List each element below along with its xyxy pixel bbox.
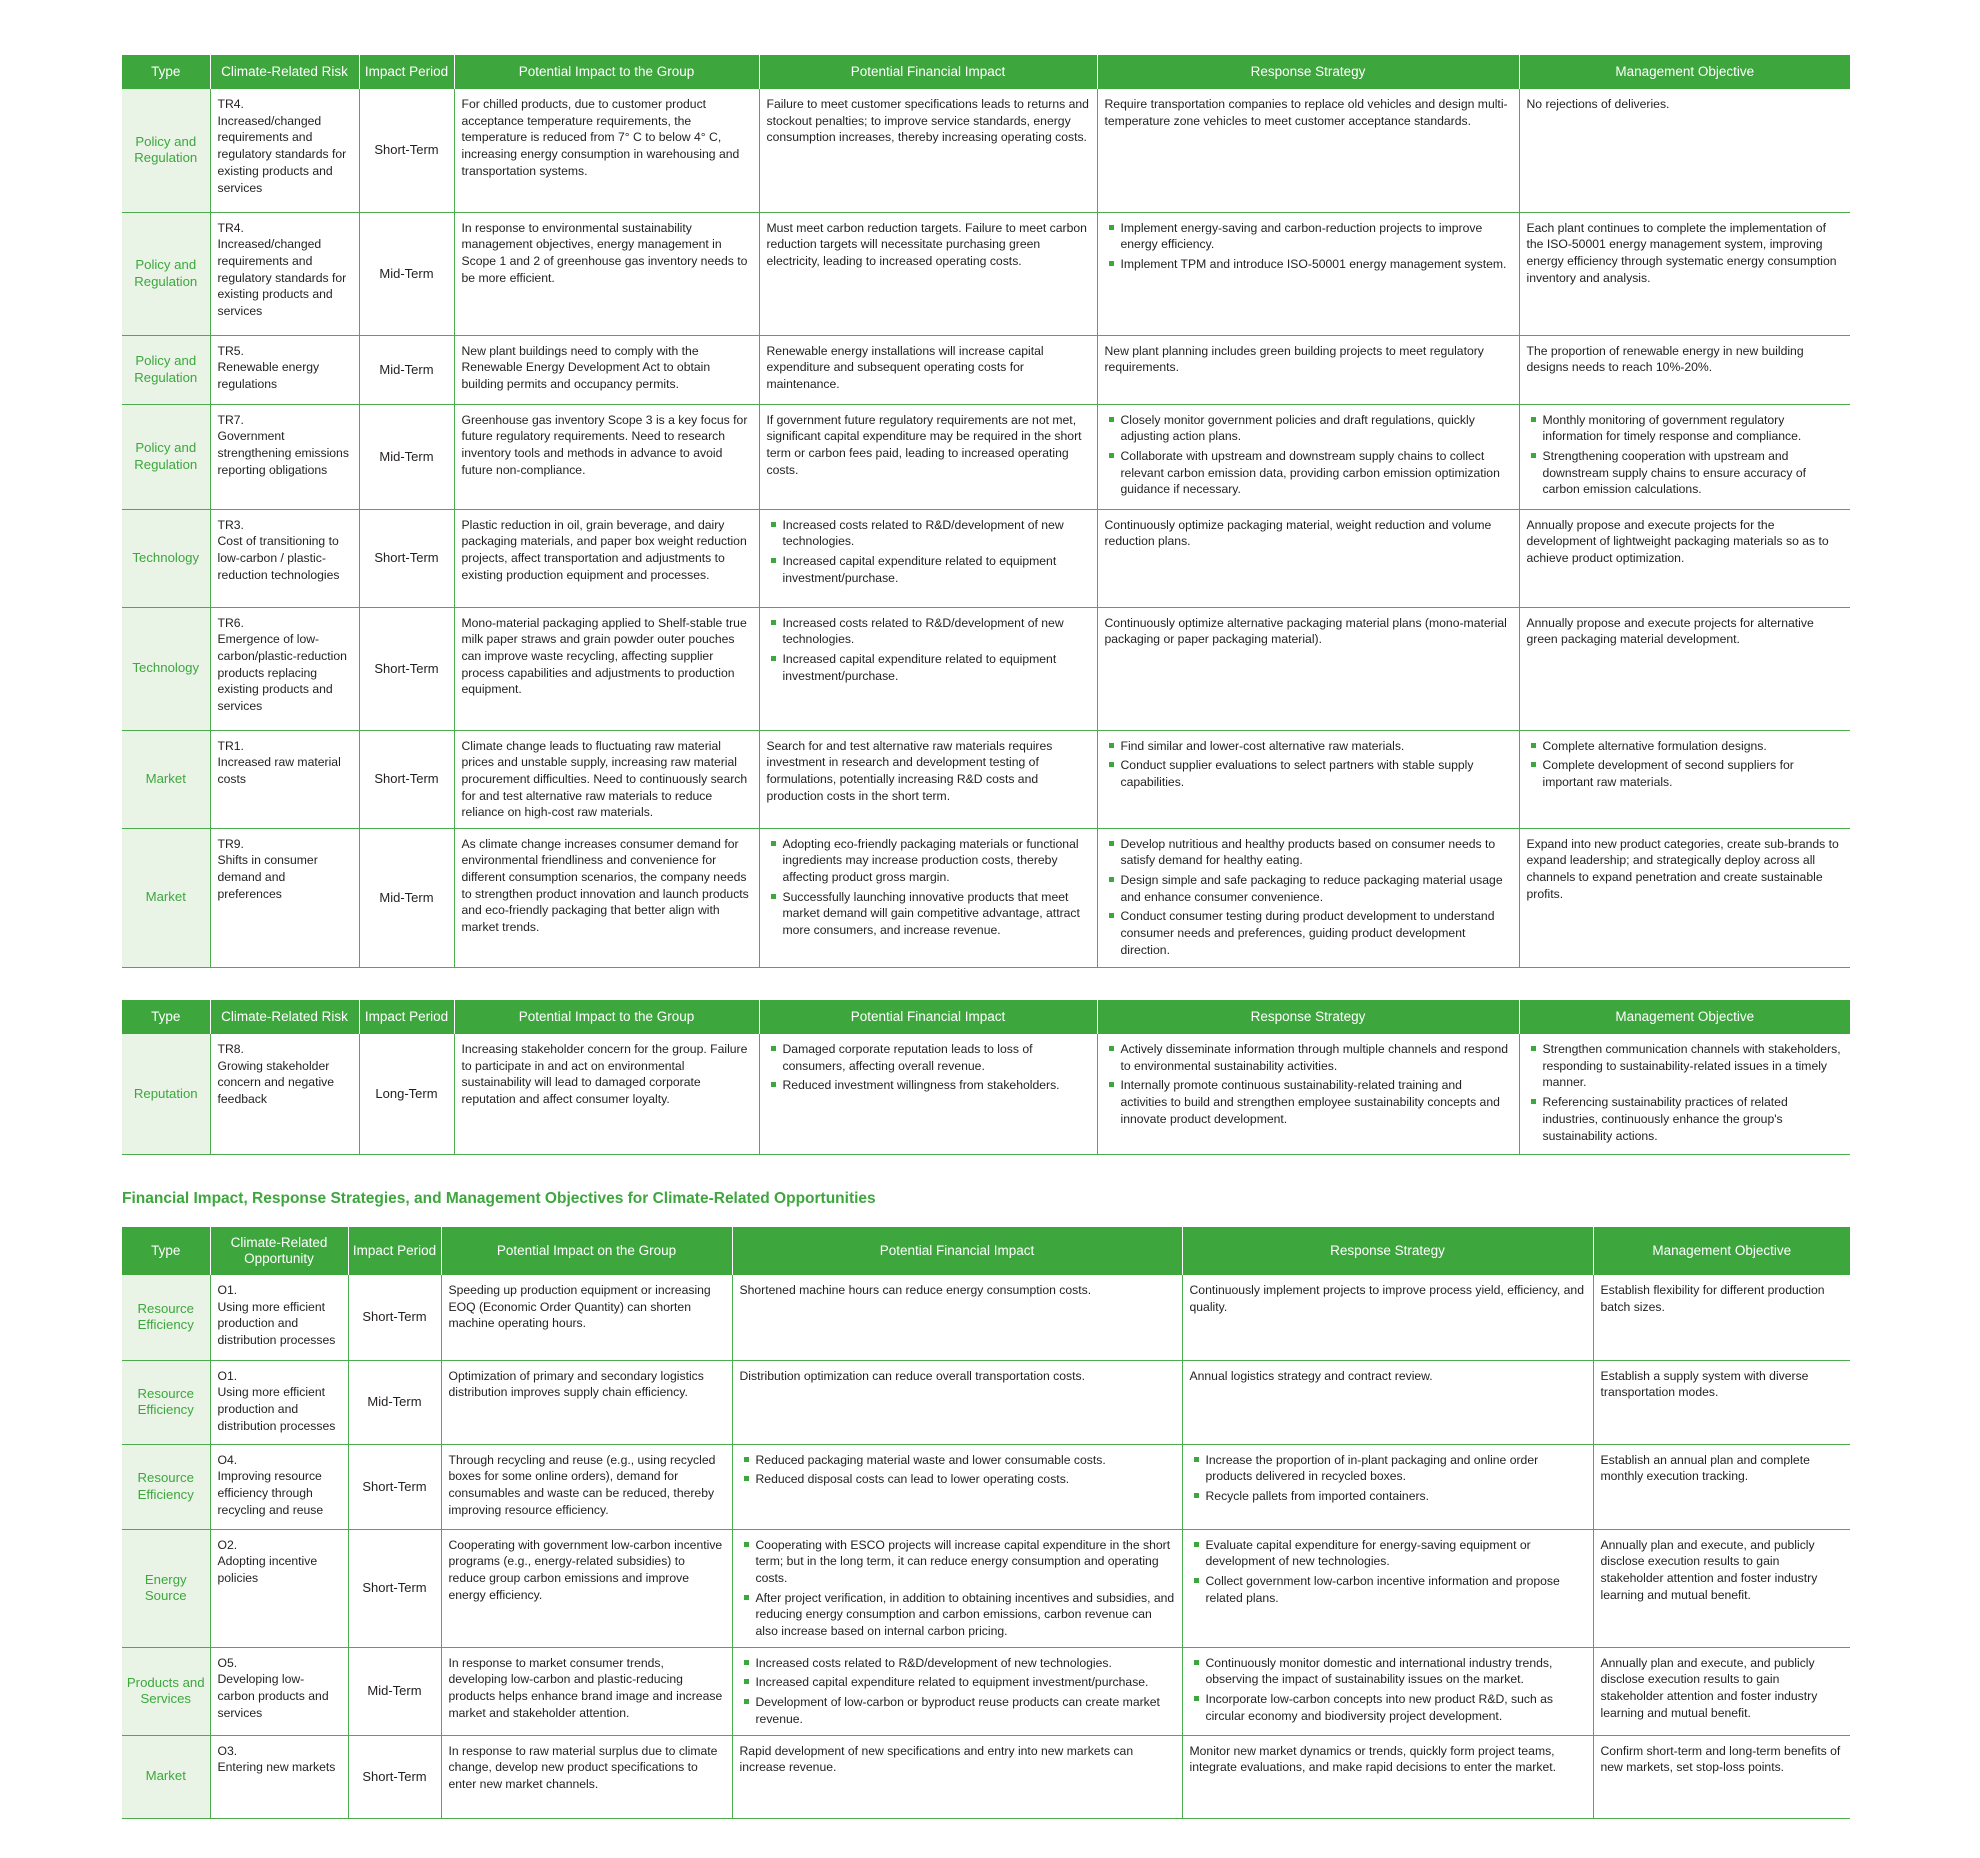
risk-cell <box>210 1034 359 1154</box>
table-row <box>122 89 1850 212</box>
bullet-item: Recycle pallets from imported containers. <box>1190 1488 1586 1505</box>
table-row <box>122 1735 1850 1818</box>
financial-cell-list <box>740 1452 1175 1488</box>
impact-cell: Greenhouse gas inventory Scope 3 is a key focus for future regulatory requirements. Need to research inventory tools and methods in advance to avoid future non-compliance. <box>454 404 759 509</box>
type-cell: Policy and Regulation <box>122 335 210 404</box>
reputation-header-row <box>122 1000 1850 1034</box>
impact-cell: Cooperating with government low-carbon incentive programs (e.g., energy-related subsidies) to reduce group carbon emissions and improve energy efficiency. <box>441 1529 732 1647</box>
risk-code: O1. <box>217 1368 238 1383</box>
header-financial: Potential Financial Impact <box>732 1227 1182 1275</box>
bullet-item: Internally promote continuous sustainability-related training and activities to build and strengthen employee sustainability concepts and innovate product development. <box>1105 1077 1512 1127</box>
bullet-item: Cooperating with ESCO projects will increase capital expenditure in the short term; but in the long term, it can reduce energy consumption and operating costs. <box>740 1537 1175 1587</box>
financial-cell-text: Shortened machine hours can reduce energy consumption costs. <box>739 1283 1092 1297</box>
strategy-cell-text: Monitor new market dynamics or trends, quickly form project teams, integrate evaluations, and make rapid decisions to enter the market. <box>1189 1743 1557 1775</box>
strategy-cell-text: Continuously optimize packaging material, weight reduction and volume reduction plans. <box>1104 517 1492 549</box>
bullet-item: Develop nutritious and healthy products based on consumer needs to satisfy demand for healthy eating. <box>1105 836 1512 869</box>
financial-cell-text: Failure to meet customer specifications leads to returns and stockout penalties; to improve service standards, energy consumption increases, thereby increasing operating costs. <box>766 97 1089 145</box>
period-cell: Short-Term <box>359 89 454 212</box>
table-row <box>122 1647 1850 1735</box>
opportunities-body <box>122 1275 1850 1818</box>
strategy-cell <box>1182 1444 1593 1529</box>
impact-cell: In response to environmental sustainability management objectives, energy management in Scope 1 and 2 of greenhouse gas inventory needs to be more efficient. <box>454 212 759 335</box>
bullet-item: Collect government low-carbon incentive information and propose related plans. <box>1190 1573 1586 1606</box>
strategy-cell-list <box>1105 412 1512 499</box>
objective-cell <box>1593 1360 1850 1444</box>
table-row <box>122 828 1850 967</box>
header-strategy: Response Strategy <box>1182 1227 1593 1275</box>
objective-cell-text: Expand into new product categories, create sub-brands to expand leadership; and strategically deploy across all channels to expand penetration and create sustainable profits. <box>1526 836 1839 901</box>
strategy-cell-list <box>1105 220 1512 273</box>
risk-name: Emergence of low-carbon/plastic-reduction products replacing existing products and services <box>217 632 347 714</box>
impact-cell: Through recycling and reuse (e.g., using recycled boxes for some online orders), demand for consumables and waste can be reduced, thereby improving resource efficiency. <box>441 1444 732 1529</box>
risk-name: Government strengthening emissions reporting obligations <box>217 429 349 477</box>
financial-cell-list <box>740 1537 1175 1640</box>
header-period: Impact Period <box>348 1227 441 1275</box>
risk-cell <box>210 828 359 967</box>
type-cell: Market <box>122 730 210 828</box>
objective-cell-text: Each plant continues to complete the implementation of the ISO-50001 energy management system, improving energy efficiency through systematic energy consumption inventory and analysis. <box>1526 220 1837 285</box>
objective-cell <box>1519 335 1850 404</box>
header-financial: Potential Financial Impact <box>759 55 1097 89</box>
strategy-cell-list <box>1105 836 1512 959</box>
objective-cell <box>1593 1529 1850 1647</box>
type-cell: Market <box>122 828 210 967</box>
risk-name: Entering new markets <box>217 1760 336 1775</box>
strategy-cell-text: New plant planning includes green building projects to meet regulatory requirements. <box>1104 343 1484 375</box>
strategy-cell-list <box>1105 1041 1512 1128</box>
financial-cell-list <box>767 615 1090 685</box>
period-cell: Mid-Term <box>348 1647 441 1735</box>
objective-cell-text: The proportion of renewable energy in new building designs needs to reach 10%-20%. <box>1526 343 1804 375</box>
objective-cell-text: Establish an annual plan and complete monthly execution tracking. <box>1600 1452 1810 1484</box>
bullet-item: Collaborate with upstream and downstream supply chains to collect relevant carbon emission data, providing carbon emission optimization guidance if necessary. <box>1105 448 1512 498</box>
impact-cell: Optimization of primary and secondary logistics distribution improves supply chain efficiency. <box>441 1360 732 1444</box>
impact-cell: As climate change increases consumer demand for environmental friendliness and convenience for different consumption scenarios, the company needs to strengthen product innovation and launch products and eco-friendly packaging that better align with market trends. <box>454 828 759 967</box>
risk-cell <box>210 404 359 509</box>
financial-cell-list <box>767 517 1090 587</box>
type-cell: Products and Services <box>122 1647 210 1735</box>
financial-cell-list <box>767 1041 1090 1094</box>
risk-code: TR8. <box>217 1042 244 1056</box>
risk-name: Increased/changed requirements and regulatory standards for existing products and services <box>217 113 347 195</box>
objective-cell <box>1519 509 1850 607</box>
risk-cell <box>210 1275 348 1360</box>
strategy-cell-text: Require transportation companies to replace old vehicles and design multi-temperature zone vehicles to meet customer acceptance standards. <box>1104 97 1508 128</box>
table-row <box>122 607 1850 730</box>
header-period: Impact Period <box>359 1000 454 1034</box>
risk-name: Developing low-carbon products and services <box>217 1672 329 1720</box>
strategy-cell-text: Annual logistics strategy and contract review. <box>1189 1368 1433 1383</box>
table-row <box>122 730 1850 828</box>
risk-cell <box>210 607 359 730</box>
bullet-item: Closely monitor government policies and draft regulations, quickly adjusting action plans. <box>1105 412 1512 445</box>
bullet-item: Strengthening cooperation with upstream and downstream supply chains to ensure accuracy of carbon emission calculations. <box>1527 448 1844 498</box>
type-cell: Policy and Regulation <box>122 404 210 509</box>
header-impact: Potential Impact to the Group <box>454 1000 759 1034</box>
opportunities-section-title: Financial Impact, Response Strategies, and Management Objectives for Climate-Related Opportunities <box>122 1190 876 1207</box>
period-cell: Mid-Term <box>359 335 454 404</box>
risk-code: O4. <box>217 1452 238 1467</box>
financial-cell <box>759 404 1097 509</box>
table-row <box>122 509 1850 607</box>
objective-cell-text: Establish flexibility for different production batch sizes. <box>1600 1283 1825 1314</box>
period-cell: Short-Term <box>348 1275 441 1360</box>
period-cell: Short-Term <box>359 509 454 607</box>
bullet-item: After project verification, in addition to obtaining incentives and subsidies, and reducing energy consumption and carbon emissions, carbon revenue can also increase based on internal carbon pricing. <box>740 1590 1175 1640</box>
financial-cell <box>759 509 1097 607</box>
financial-cell <box>732 1275 1182 1360</box>
risk-code: TR6. <box>217 615 244 630</box>
header-strategy: Response Strategy <box>1097 55 1519 89</box>
bullet-item: Damaged corporate reputation leads to loss of consumers, affecting overall revenue. <box>767 1041 1090 1074</box>
impact-cell: Mono-material packaging applied to Shelf-stable true milk paper straws and grain powder outer pouches can improve waste recycling, affecting supplier process capabilities and adjustments to production equipment. <box>454 607 759 730</box>
bullet-item: Increased capital expenditure related to equipment investment/purchase. <box>767 651 1090 684</box>
objective-cell-text: No rejections of deliveries. <box>1526 97 1670 111</box>
header-objective: Management Objective <box>1593 1227 1850 1275</box>
objective-cell <box>1593 1275 1850 1360</box>
strategy-cell <box>1097 89 1519 212</box>
header-objective: Management Objective <box>1519 55 1850 89</box>
risk-cell <box>210 1444 348 1529</box>
bullet-item: Reduced disposal costs can lead to lower operating costs. <box>740 1471 1175 1488</box>
risk-code: TR3. <box>217 517 244 532</box>
strategy-cell-text: Continuously optimize alternative packaging material plans (mono-material packaging or paper packaging material). <box>1104 615 1507 647</box>
risk-code: TR9. <box>217 836 244 851</box>
header-impact: Potential Impact to the Group <box>454 55 759 89</box>
strategy-cell <box>1097 404 1519 509</box>
period-cell: Mid-Term <box>359 212 454 335</box>
table-row <box>122 404 1850 509</box>
impact-cell: For chilled products, due to customer product acceptance temperature requirements, the temperature is reduced from 7° C to below 4° C, increasing energy consumption in warehousing and transportation systems. <box>454 89 759 212</box>
financial-cell-list <box>767 836 1090 939</box>
risk-name: Improving resource efficiency through recycling and reuse <box>217 1469 324 1517</box>
risk-code: O5. <box>217 1655 238 1670</box>
bullet-item: Adopting eco-friendly packaging materials or functional ingredients may increase production costs, thereby affecting product gross margin. <box>767 836 1090 886</box>
header-type: Type <box>122 1000 210 1034</box>
strategy-cell <box>1097 1034 1519 1154</box>
risk-code: O1. <box>217 1283 238 1297</box>
objective-cell-text: Annually plan and execute, and publicly disclose execution results to gain stakeholder attention and foster industry learning and mutual benefit. <box>1600 1655 1818 1720</box>
header-objective: Management Objective <box>1519 1000 1850 1034</box>
objective-cell <box>1593 1647 1850 1735</box>
reputation-body <box>122 1034 1850 1154</box>
risk-code: TR1. <box>217 738 244 753</box>
bullet-item: Reduced investment willingness from stakeholders. <box>767 1077 1090 1094</box>
strategy-cell-list <box>1190 1537 1586 1607</box>
financial-cell <box>732 1529 1182 1647</box>
impact-cell: In response to market consumer trends, developing low-carbon and plastic-reducing products helps enhance brand image and increase market and stakeholder attention. <box>441 1647 732 1735</box>
header-type: Type <box>122 1227 210 1275</box>
financial-cell <box>732 1444 1182 1529</box>
bullet-item: Development of low-carbon or byproduct reuse products can create market revenue. <box>740 1694 1175 1727</box>
type-cell: Resource Efficiency <box>122 1275 210 1360</box>
strategy-cell <box>1097 509 1519 607</box>
table-row <box>122 1444 1850 1529</box>
objective-cell-list <box>1527 412 1844 499</box>
opportunities-table <box>122 1227 1850 1819</box>
risk-name: Using more efficient production and distribution processes <box>217 1299 336 1348</box>
financial-cell <box>759 89 1097 212</box>
risk-code: TR4. <box>217 97 244 111</box>
bullet-item: Increase the proportion of in-plant packaging and online order products delivered in recycled boxes. <box>1190 1452 1586 1485</box>
risk-name: Cost of transitioning to low-carbon / plastic-reduction technologies <box>217 534 340 582</box>
type-cell: Resource Efficiency <box>122 1444 210 1529</box>
objective-cell-text: Confirm short-term and long-term benefits of new markets, set stop-loss points. <box>1600 1743 1841 1775</box>
risk-cell <box>210 730 359 828</box>
period-cell: Mid-Term <box>359 828 454 967</box>
header-strategy: Response Strategy <box>1097 1000 1519 1034</box>
impact-cell: In response to raw material surplus due to climate change, develop new product specifications to enter new market channels. <box>441 1735 732 1818</box>
strategy-cell <box>1097 335 1519 404</box>
objective-cell-text: Annually plan and execute, and publicly disclose execution results to gain stakeholder attention and foster industry learning and mutual benefit. <box>1600 1537 1818 1602</box>
impact-cell: Climate change leads to fluctuating raw material prices and unstable supply, increasing raw material procurement difficulties. Need to continuously search for and test alternative raw materials to reduce reliance on high-cost raw materials. <box>454 730 759 828</box>
financial-cell <box>759 335 1097 404</box>
objective-cell <box>1519 404 1850 509</box>
financial-cell <box>759 607 1097 730</box>
strategy-cell-list <box>1190 1452 1586 1505</box>
objective-cell <box>1593 1735 1850 1818</box>
period-cell: Mid-Term <box>359 404 454 509</box>
risk-name: Increased raw material costs <box>217 755 341 786</box>
risks-table <box>122 55 1850 968</box>
type-cell: Reputation <box>122 1034 210 1154</box>
strategy-cell <box>1182 1529 1593 1647</box>
financial-cell-text: Distribution optimization can reduce overall transportation costs. <box>739 1368 1085 1383</box>
reputation-table <box>122 1000 1850 1155</box>
objective-cell <box>1519 212 1850 335</box>
strategy-cell <box>1182 1275 1593 1360</box>
header-type: Type <box>122 55 210 89</box>
strategy-cell <box>1097 730 1519 828</box>
period-cell: Short-Term <box>348 1529 441 1647</box>
risk-name: Shifts in consumer demand and preferences <box>217 853 318 901</box>
table-row <box>122 1034 1850 1154</box>
impact-cell: New plant buildings need to comply with the Renewable Energy Development Act to obtain building permits and occupancy permits. <box>454 335 759 404</box>
bullet-item: Increased costs related to R&D/development of new technologies. <box>740 1655 1175 1672</box>
bullet-item: Implement energy-saving and carbon-reduction projects to improve energy efficiency. <box>1105 220 1512 253</box>
period-cell: Short-Term <box>359 730 454 828</box>
header-risk: Climate-Related Risk <box>210 1000 359 1034</box>
bullet-item: Implement TPM and introduce ISO-50001 energy management system. <box>1105 256 1512 273</box>
financial-cell <box>759 1034 1097 1154</box>
financial-cell-text: Must meet carbon reduction targets. Failure to meet carbon reduction targets will necessitate purchasing green electricity, leading to increased operating costs. <box>766 220 1087 268</box>
header-period: Impact Period <box>359 55 454 89</box>
risk-name: Using more efficient production and distribution processes <box>217 1385 336 1433</box>
financial-cell <box>732 1647 1182 1735</box>
financial-cell-text: Renewable energy installations will increase capital expenditure and subsequent operating costs for maintenance. <box>766 343 1044 391</box>
bullet-item: Reduced packaging material waste and lower consumable costs. <box>740 1452 1175 1469</box>
financial-cell-text: Rapid development of new specifications and entry into new markets can increase revenue. <box>739 1743 1134 1775</box>
period-cell: Short-Term <box>348 1444 441 1529</box>
risk-cell <box>210 1360 348 1444</box>
table-row <box>122 1275 1850 1360</box>
objective-cell-text: Establish a supply system with diverse transportation modes. <box>1600 1368 1809 1400</box>
risk-code: TR5. <box>217 343 244 358</box>
risk-code: O3. <box>217 1743 238 1758</box>
strategy-cell-text: Continuously implement projects to improve process yield, efficiency, and quality. <box>1189 1283 1584 1314</box>
objective-cell-text: Annually propose and execute projects for the development of lightweight packaging materials so as to achieve product optimization. <box>1526 517 1829 565</box>
opportunities-header-row <box>122 1227 1850 1275</box>
header-opportunity: Climate-Related Opportunity <box>210 1227 348 1275</box>
risk-name: Growing stakeholder concern and negative feedback <box>217 1058 335 1107</box>
financial-cell-text: Search for and test alternative raw materials requires investment in research and development testing of formulations, potentially increasing R&D costs and production costs in the short term. <box>766 738 1053 803</box>
type-cell: Market <box>122 1735 210 1818</box>
bullet-item: Successfully launching innovative products that meet market demand will gain competitive advantage, attract more consumers, and increase revenue. <box>767 889 1090 939</box>
risk-cell <box>210 89 359 212</box>
financial-cell <box>759 212 1097 335</box>
risks-header-row <box>122 55 1850 89</box>
financial-cell <box>759 730 1097 828</box>
bullet-item: Referencing sustainability practices of related industries, continuously enhance the group's sustainability actions. <box>1527 1094 1844 1144</box>
objective-cell <box>1519 607 1850 730</box>
risk-code: TR4. <box>217 220 244 235</box>
type-cell: Policy and Regulation <box>122 212 210 335</box>
type-cell: Resource Efficiency <box>122 1360 210 1444</box>
risk-cell <box>210 1529 348 1647</box>
type-cell: Technology <box>122 607 210 730</box>
bullet-item: Actively disseminate information through multiple channels and respond to environmental sustainability activities. <box>1105 1041 1512 1074</box>
type-cell: Policy and Regulation <box>122 89 210 212</box>
bullet-item: Increased costs related to R&D/development of new technologies. <box>767 615 1090 648</box>
risk-code: TR7. <box>217 412 244 427</box>
bullet-item: Find similar and lower-cost alternative raw materials. <box>1105 738 1512 755</box>
risk-cell <box>210 1735 348 1818</box>
risk-cell <box>210 212 359 335</box>
impact-cell: Increasing stakeholder concern for the group. Failure to participate in and act on environmental sustainability will lead to damaged corporate reputation and affect consumer loyalty. <box>454 1034 759 1154</box>
objective-cell <box>1519 89 1850 212</box>
bullet-item: Increased costs related to R&D/development of new technologies. <box>767 517 1090 550</box>
header-risk: Climate-Related Risk <box>210 55 359 89</box>
header-impact: Potential Impact on the Group <box>441 1227 732 1275</box>
bullet-item: Design simple and safe packaging to reduce packaging material usage and enhance consumer convenience. <box>1105 872 1512 905</box>
strategy-cell <box>1182 1360 1593 1444</box>
type-cell: Technology <box>122 509 210 607</box>
bullet-item: Increased capital expenditure related to equipment investment/purchase. <box>740 1674 1175 1691</box>
period-cell: Long-Term <box>359 1034 454 1154</box>
table-row <box>122 1529 1850 1647</box>
bullet-item: Continuously monitor domestic and international industry trends, observing the impact of sustainability issues on the market. <box>1190 1655 1586 1688</box>
risk-cell <box>210 335 359 404</box>
risk-cell <box>210 509 359 607</box>
risk-name: Increased/changed requirements and regulatory standards for existing products and services <box>217 237 347 319</box>
bullet-item: Monthly monitoring of government regulatory information for timely response and compliance. <box>1527 412 1844 445</box>
impact-cell: Plastic reduction in oil, grain beverage, and dairy packaging materials, and paper box weight reduction projects, affect transportation and adjustments to existing production equipment and processes. <box>454 509 759 607</box>
financial-cell-text: If government future regulatory requirements are not met, significant capital expenditure may be required in the short term or carbon fees paid, leading to increased operating costs. <box>766 412 1082 477</box>
bullet-item: Strengthen communication channels with stakeholders, responding to sustainability-related issues in a timely manner. <box>1527 1041 1844 1091</box>
strategy-cell <box>1097 828 1519 967</box>
risk-name: Adopting incentive policies <box>217 1554 318 1585</box>
risks-body <box>122 89 1850 967</box>
financial-cell <box>732 1360 1182 1444</box>
bullet-item: Complete alternative formulation designs. <box>1527 738 1844 755</box>
objective-cell-list <box>1527 1041 1844 1144</box>
table-row <box>122 335 1850 404</box>
objective-cell-list <box>1527 738 1844 791</box>
objective-cell <box>1519 1034 1850 1154</box>
period-cell: Short-Term <box>359 607 454 730</box>
strategy-cell-list <box>1190 1655 1586 1725</box>
bullet-item: Conduct supplier evaluations to select partners with stable supply capabilities. <box>1105 757 1512 790</box>
bullet-item: Conduct consumer testing during product development to understand consumer needs and preferences, guiding product development direction. <box>1105 908 1512 958</box>
type-cell: Energy Source <box>122 1529 210 1647</box>
bullet-item: Incorporate low-carbon concepts into new product R&D, such as circular economy and biodiversity project development. <box>1190 1691 1586 1724</box>
bullet-item: Complete development of second suppliers for important raw materials. <box>1527 757 1844 790</box>
objective-cell <box>1519 828 1850 967</box>
strategy-cell <box>1097 212 1519 335</box>
strategy-cell <box>1097 607 1519 730</box>
strategy-cell-list <box>1105 738 1512 791</box>
objective-cell-text: Annually propose and execute projects for alternative green packaging material development. <box>1526 615 1814 647</box>
strategy-cell <box>1182 1735 1593 1818</box>
impact-cell: Speeding up production equipment or increasing EOQ (Economic Order Quantity) can shorten machine operating hours. <box>441 1275 732 1360</box>
table-row <box>122 212 1850 335</box>
risk-code: O2. <box>217 1537 238 1552</box>
financial-cell-list <box>740 1655 1175 1728</box>
risk-name: Renewable energy regulations <box>217 360 320 391</box>
header-financial: Potential Financial Impact <box>759 1000 1097 1034</box>
financial-cell <box>759 828 1097 967</box>
bullet-item: Evaluate capital expenditure for energy-saving equipment or development of new technologies. <box>1190 1537 1586 1570</box>
strategy-cell <box>1182 1647 1593 1735</box>
financial-cell <box>732 1735 1182 1818</box>
objective-cell <box>1519 730 1850 828</box>
bullet-item: Increased capital expenditure related to equipment investment/purchase. <box>767 553 1090 586</box>
period-cell: Mid-Term <box>348 1360 441 1444</box>
risk-cell <box>210 1647 348 1735</box>
table-row <box>122 1360 1850 1444</box>
objective-cell <box>1593 1444 1850 1529</box>
period-cell: Short-Term <box>348 1735 441 1818</box>
